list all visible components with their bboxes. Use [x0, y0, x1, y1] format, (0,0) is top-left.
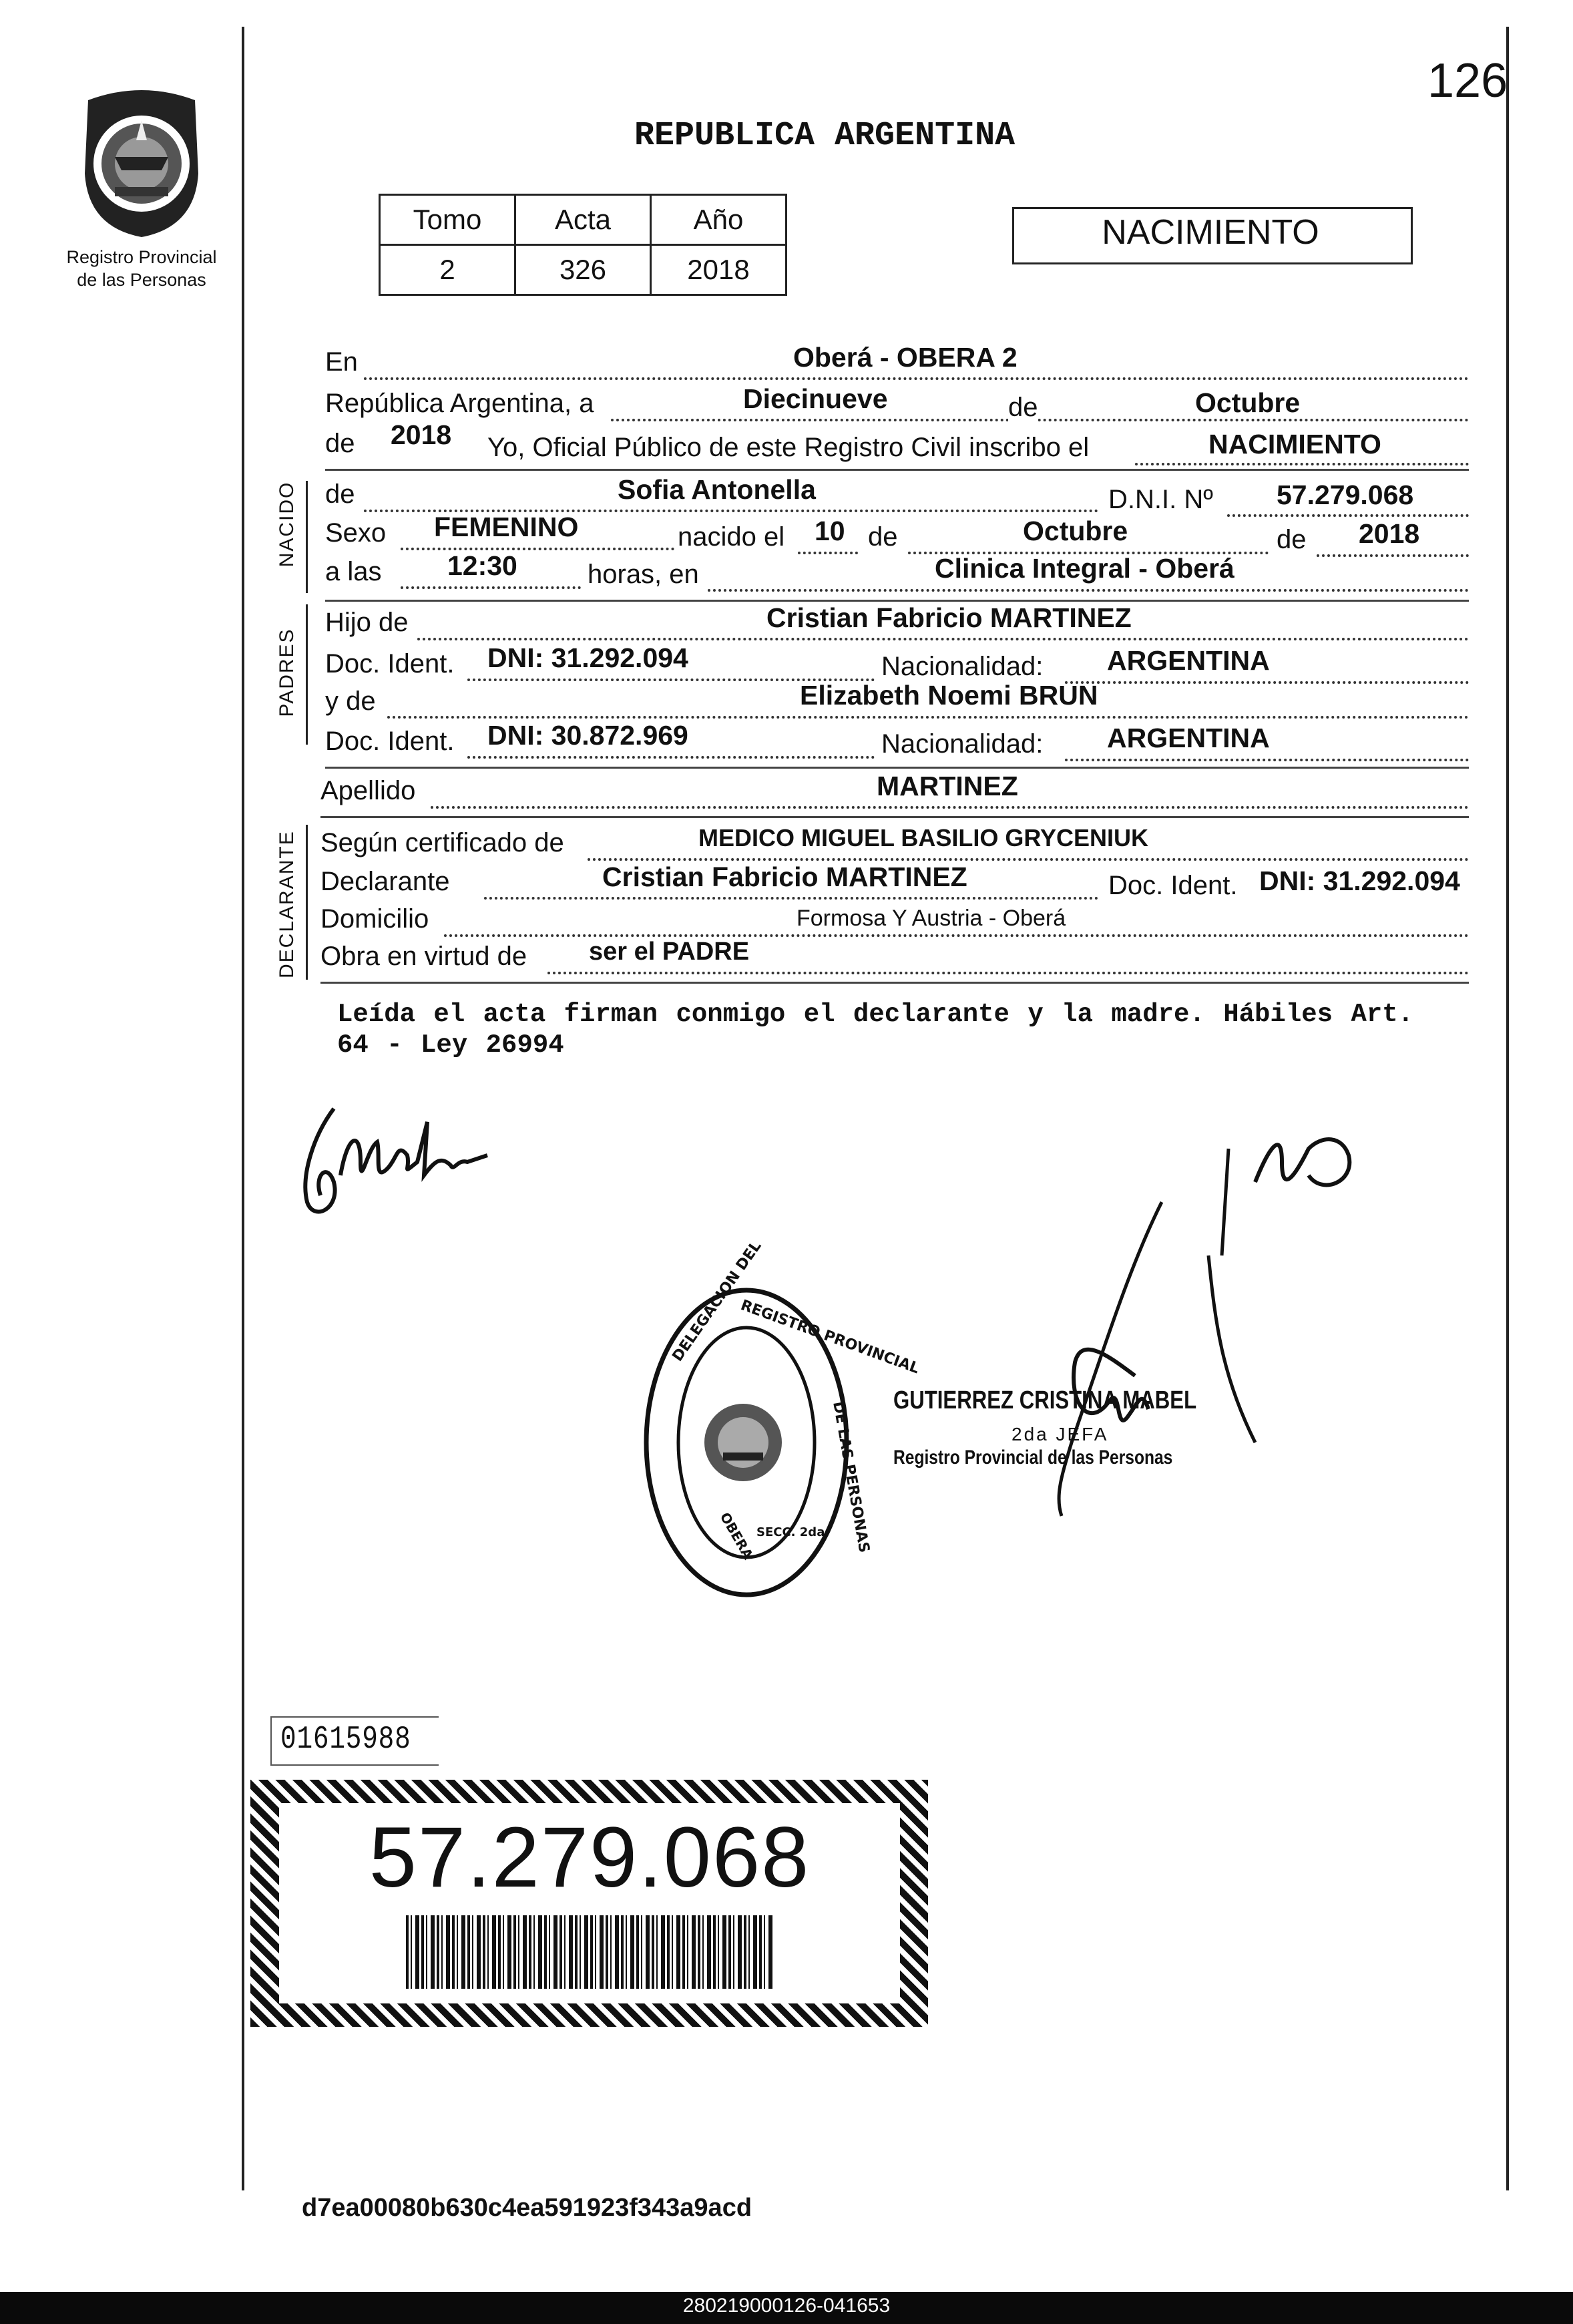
nacido-section-label: NACIDO	[276, 481, 298, 568]
apellido-value: MARTINEZ	[877, 771, 1018, 801]
record-type-label: NACIMIENTO	[1102, 213, 1319, 252]
sexo-label: Sexo	[325, 518, 387, 548]
yo-dots	[1135, 463, 1469, 465]
day-text-value: Diecinueve	[743, 383, 888, 414]
domicilio-dots	[444, 934, 1469, 937]
act-value: NACIMIENTO	[1208, 429, 1381, 459]
declarante-section-label: DECLARANTE	[276, 830, 298, 978]
sexo-value: FEMENINO	[434, 512, 579, 542]
svg-text:DELEGACION DEL: DELEGACION DEL	[669, 1237, 765, 1365]
declarante-underline	[320, 982, 1469, 984]
republica-label: República Argentina, a	[325, 389, 594, 418]
table-value-acta: 326	[515, 245, 651, 295]
nacido-el-label: nacido el	[678, 522, 785, 552]
svg-text:DE LAS PERSONAS: DE LAS PERSONAS	[829, 1400, 873, 1554]
father-doc: DNI: 31.292.094	[487, 642, 688, 673]
domicilio-label: Domicilio	[320, 904, 429, 934]
official-title: 2da JEFA	[1012, 1424, 1109, 1444]
birth-month: Octubre	[1023, 516, 1128, 546]
birth-time: 12:30	[447, 550, 517, 581]
year-value: 2018	[391, 419, 452, 450]
declarante-signature-icon	[287, 1095, 501, 1232]
en-dots	[364, 377, 1469, 380]
place-dots	[708, 589, 1469, 592]
declarante-doc-label: Doc. Ident.	[1108, 871, 1238, 900]
certificate-dots	[588, 858, 1469, 861]
birth-place: Clinica Integral - Oberá	[935, 553, 1234, 584]
table-value-ano: 2018	[651, 245, 786, 295]
dni-label: D.N.I. Nº	[1108, 485, 1213, 514]
month-value: Octubre	[1195, 387, 1301, 418]
padres-divider	[306, 604, 308, 745]
barcode-icon	[406, 1915, 773, 1989]
footer-code: 280219000126-041653	[682, 2295, 891, 2317]
de-label-1: de	[1008, 393, 1038, 422]
father-nat-dots	[1065, 681, 1469, 684]
horas-label: horas, en	[588, 560, 699, 589]
official-name: GUTIERREZ CRISTINA MABEL	[893, 1386, 1197, 1414]
address-value: Formosa Y Austria - Oberá	[797, 906, 1066, 931]
dni-box-number: 57.279.068	[369, 1810, 811, 1905]
intro-underline	[325, 469, 1469, 471]
child-name: Sofia Antonella	[618, 474, 816, 505]
country-title: REPUBLICA ARGENTINA	[634, 117, 1016, 155]
declarante-doc: DNI: 31.292.094	[1259, 865, 1460, 896]
segun-label: Según certificado de	[320, 828, 564, 857]
mother-doc-dots	[467, 756, 875, 759]
place-value: Oberá - OBERA 2	[793, 342, 1018, 373]
table-header-acta: Acta	[515, 195, 651, 245]
closing-text: Leída el acta firman conmigo el declarante y la madre. Hábiles Art. 64 - Ley 26994	[337, 1000, 1414, 1060]
republica-dots	[611, 419, 1469, 421]
tomo-acta-table	[379, 194, 787, 296]
mother-doc-label: Doc. Ident.	[325, 727, 455, 756]
registry-name-line1: Registro Provincial	[66, 247, 217, 267]
declarante-dots	[484, 897, 1098, 900]
svg-text:OBERA: OBERA	[716, 1509, 756, 1563]
table-value-tomo: 2	[380, 245, 515, 295]
declarante-name: Cristian Fabricio MARTINEZ	[602, 861, 967, 892]
obra-dots	[547, 972, 1469, 974]
padres-section-label: PADRES	[276, 628, 298, 717]
time-dots	[401, 586, 581, 589]
svg-text:SECC. 2da.: SECC. 2da.	[756, 1525, 830, 1539]
a-las-label: a las	[325, 557, 382, 586]
father-dots	[417, 638, 1469, 640]
mother-dots	[387, 716, 1469, 719]
yo-text: Yo, Oficial Público de este Registro Civil inscribo el	[487, 433, 1090, 462]
delegation-stamp-icon	[640, 1237, 922, 1603]
document-hash: d7ea00080b630c4ea591923f343a9acd	[302, 2194, 752, 2222]
child-dni: 57.279.068	[1277, 479, 1414, 510]
right-margin-line	[1506, 27, 1509, 2190]
nacido-de-label-2: de	[868, 522, 898, 552]
mother-nat-label: Nacionalidad:	[881, 729, 1044, 759]
father-nat-label: Nacionalidad:	[881, 652, 1044, 681]
mother-name: Elizabeth Noemi BRUN	[800, 680, 1098, 711]
birth-day: 10	[815, 516, 845, 546]
y-de-label: y de	[325, 687, 376, 716]
nacido-divider	[306, 481, 308, 593]
official-signature-icon	[908, 1122, 1362, 1539]
obra-label: Obra en virtud de	[320, 942, 527, 971]
year-dots	[1317, 554, 1469, 557]
registry-name-line2: de las Personas	[77, 270, 206, 290]
mother-nationality: ARGENTINA	[1107, 723, 1270, 753]
en-label: En	[325, 347, 358, 377]
capacity-value: ser el PADRE	[589, 938, 750, 966]
hijo-de-label: Hijo de	[325, 608, 409, 637]
apellido-dots	[431, 806, 1469, 809]
left-margin-line	[242, 27, 244, 2190]
mother-doc: DNI: 30.872.969	[487, 720, 688, 751]
nacido-de-label-3: de	[1277, 525, 1307, 554]
padres-underline	[325, 767, 1469, 769]
serial-number: 01615988	[280, 1722, 411, 1758]
certificate-value: MEDICO MIGUEL BASILIO GRYCENIUK	[698, 824, 1149, 851]
de-label-2: de	[325, 429, 355, 458]
apellido-label: Apellido	[320, 776, 416, 805]
page-number: 126	[1427, 54, 1508, 108]
birth-year: 2018	[1359, 518, 1420, 549]
declarante-divider	[306, 825, 308, 980]
svg-text:REGISTRO PROVINCIAL: REGISTRO PROVINCIAL	[738, 1297, 922, 1378]
sexo-dots	[401, 548, 674, 550]
nacido-underline	[325, 600, 1469, 602]
father-nationality: ARGENTINA	[1107, 645, 1270, 676]
father-name: Cristian Fabricio MARTINEZ	[766, 602, 1132, 633]
registry-seal-icon	[75, 87, 208, 240]
declarante-label: Declarante	[320, 867, 450, 896]
day-dots	[798, 552, 858, 554]
mother-nat-dots	[1065, 759, 1469, 761]
father-doc-label: Doc. Ident.	[325, 649, 455, 679]
official-office: Registro Provincial de las Personas	[893, 1446, 1173, 1469]
apellido-underline	[320, 816, 1469, 818]
nacido-de-label: de	[325, 479, 355, 509]
dni-dots	[1227, 514, 1469, 517]
table-header-ano: Año	[651, 195, 786, 245]
table-header-tomo: Tomo	[380, 195, 515, 245]
